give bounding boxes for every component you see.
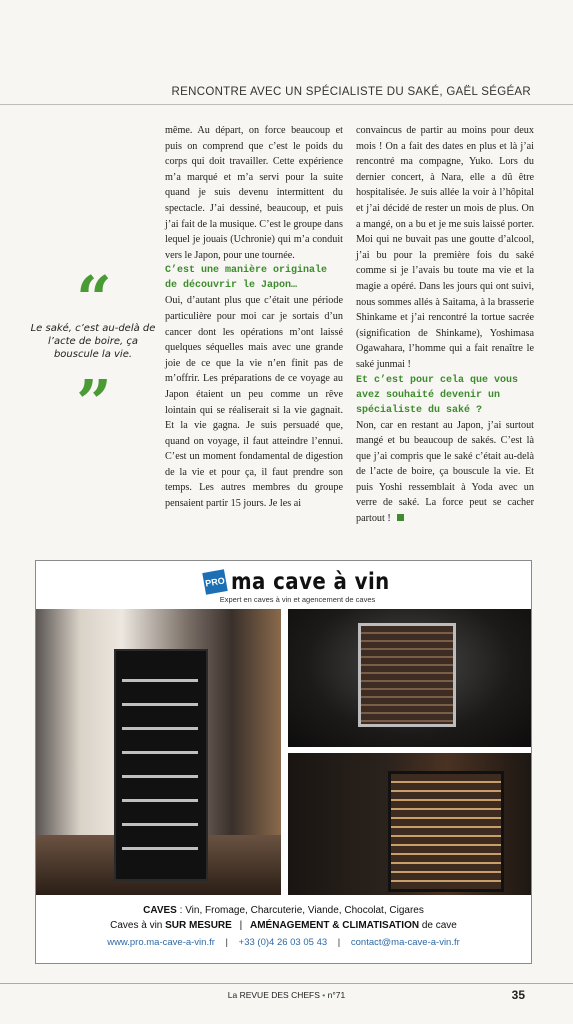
- close-quote-icon: ”: [76, 366, 112, 439]
- shelf: [122, 799, 198, 802]
- wine-wall-icon: [358, 623, 456, 727]
- offer-bold-2: AMÉNAGEMENT & CLIMATISATION: [250, 920, 420, 931]
- wine-cellar-photo-tall: [36, 609, 281, 895]
- offer-suffix: de cave: [419, 920, 457, 931]
- offer-bold: SUR MESURE: [165, 920, 232, 931]
- pro-badge-icon: PRO: [202, 569, 227, 594]
- section-header-title: RENCONTRE AVEC UN SPÉCIALISTE DU SAKÉ, GAËL SÉGÉAR: [171, 86, 531, 98]
- article-column-2: [356, 123, 534, 527]
- website-link[interactable]: www.pro.ma-cave-a-vin.fr: [107, 937, 215, 948]
- shelf: [122, 751, 198, 754]
- pull-quote: Le saké, c’est au-delà de l’acte de boire, ça bouscule la vie.: [30, 323, 156, 360]
- paragraph-text: Non, car en restant au Japon, j’ai surtout mangé et bu beaucoup de sakés. C’est là que j’ai compris que le saké c’était au-delà de l’acte de boire, ça bouscule la vie. Et puis Yoshi ressemblait à Yoda avec un verre de saké. La force peut se cacher partout !: [356, 419, 534, 525]
- open-quote-icon: “: [76, 262, 112, 335]
- brand-logo: [204, 569, 416, 595]
- shelf: [122, 679, 198, 682]
- paragraph: Oui, d’autant plus que c’était une période particulière pour moi car je sortais d’un cancer dont les opérations m’ont laissé quelques séquelles mais avec une grande joie de ce que la vie n’en finit pas de m’offrir. Les préparations de ce voyage au Japon étaient un peu comme un rêve lointain qui se réaliserait si la vie gagnait. Et la vie gagna. Je suis persuadé que, quand on voyage, il faut atteindre l’ennui. C’est un moment fondamental de digestion de la vie et pour ça, il faut prendre son temps. Les autres membres du groupe pensaient partir 15 jours. Je les ai: [165, 295, 343, 510]
- wine-cellar-photo-open: [288, 753, 531, 895]
- bullet-icon: •: [322, 990, 326, 1000]
- ad-contact-line: [36, 935, 531, 951]
- paragraph: convaincus de partir au moins pour deux mois ! On a fait des dates en plus et là j’ai rencontré ma compagne, Yuko. Lors du dernier concert, à Nara, elle a dû être hospitalisée. Je suis allée la voir à l’hôpital et j’ai décidé de rester un mois de plus. On a mangé, on a bu et je me suis laissé porter. Moi qui ne buvait pas une goutte d’alcool, j’ai bu pour la première fois du saké comme si je l’avais bu toute ma vie et la magie a opéré. Dans les jours qui ont suivi, nous sommes allés à Saitama, à la brasserie Shinkame et j’ai rencontré la tortue sacrée (signification de Shinkame), Yoshimasa Ogawahara, l’homme qui a fait renaître le saké junmai !: [356, 125, 534, 370]
- separator: |: [337, 937, 341, 948]
- shelf: [122, 823, 198, 826]
- shelf: [122, 847, 198, 850]
- paragraph-final: [356, 418, 534, 527]
- header-divider: [0, 104, 573, 105]
- ad-offer-line: [36, 918, 531, 933]
- ad-contact-block: [36, 903, 531, 951]
- brand-name: ma cave à vin: [231, 569, 390, 595]
- magazine-name: La REVUE DES CHEFS: [227, 990, 320, 1000]
- magazine-footer: [0, 990, 573, 1000]
- shelf: [122, 775, 198, 778]
- wine-cabinet-icon: [114, 649, 208, 881]
- phone-number[interactable]: +33 (0)4 26 03 05 43: [238, 937, 328, 948]
- shelf: [122, 727, 198, 730]
- paragraph: même. Au départ, on force beaucoup et puis on comprend que c’est le poids du corps qui doit travailler. Cette expérience m’a marqué et m’a servi pour la suite quand je suis devenu intermittent du spectacle. J’ai dessiné, beaucoup, et puis j’ai fait de la musique. C’est le groupe dans lequel je jouais (Uchronie) qui m’a conduit vers le Japon, pour une tournée.: [165, 125, 343, 261]
- shelf: [122, 703, 198, 706]
- page-number: 35: [511, 988, 525, 1002]
- issue-number: n°71: [327, 990, 346, 1000]
- email-link[interactable]: contact@ma-cave-a-vin.fr: [350, 937, 460, 948]
- separator: |: [239, 920, 243, 931]
- offer-prefix: Caves à vin: [110, 920, 166, 931]
- ad-services-line: [36, 903, 531, 918]
- end-mark-icon: [397, 514, 404, 521]
- services-label: CAVES: [143, 905, 177, 916]
- footer-divider: [0, 983, 573, 984]
- brand-tagline: Expert en caves à vin et agencement de caves: [219, 595, 376, 604]
- interview-question: C’est une manière originale de découvrir le Japon…: [165, 265, 328, 292]
- interview-question: Et c’est pour cela que vous avez souhaité devenir un spécialiste du saké ?: [356, 374, 519, 416]
- advertisement[interactable]: [35, 560, 532, 964]
- wine-cellar-photo-wall: [288, 609, 531, 747]
- separator: |: [225, 937, 229, 948]
- open-cabinet-icon: [388, 771, 504, 892]
- services-text: : Vin, Fromage, Charcuterie, Viande, Chocolat, Cigares: [176, 905, 424, 916]
- article-column-1: [165, 123, 343, 512]
